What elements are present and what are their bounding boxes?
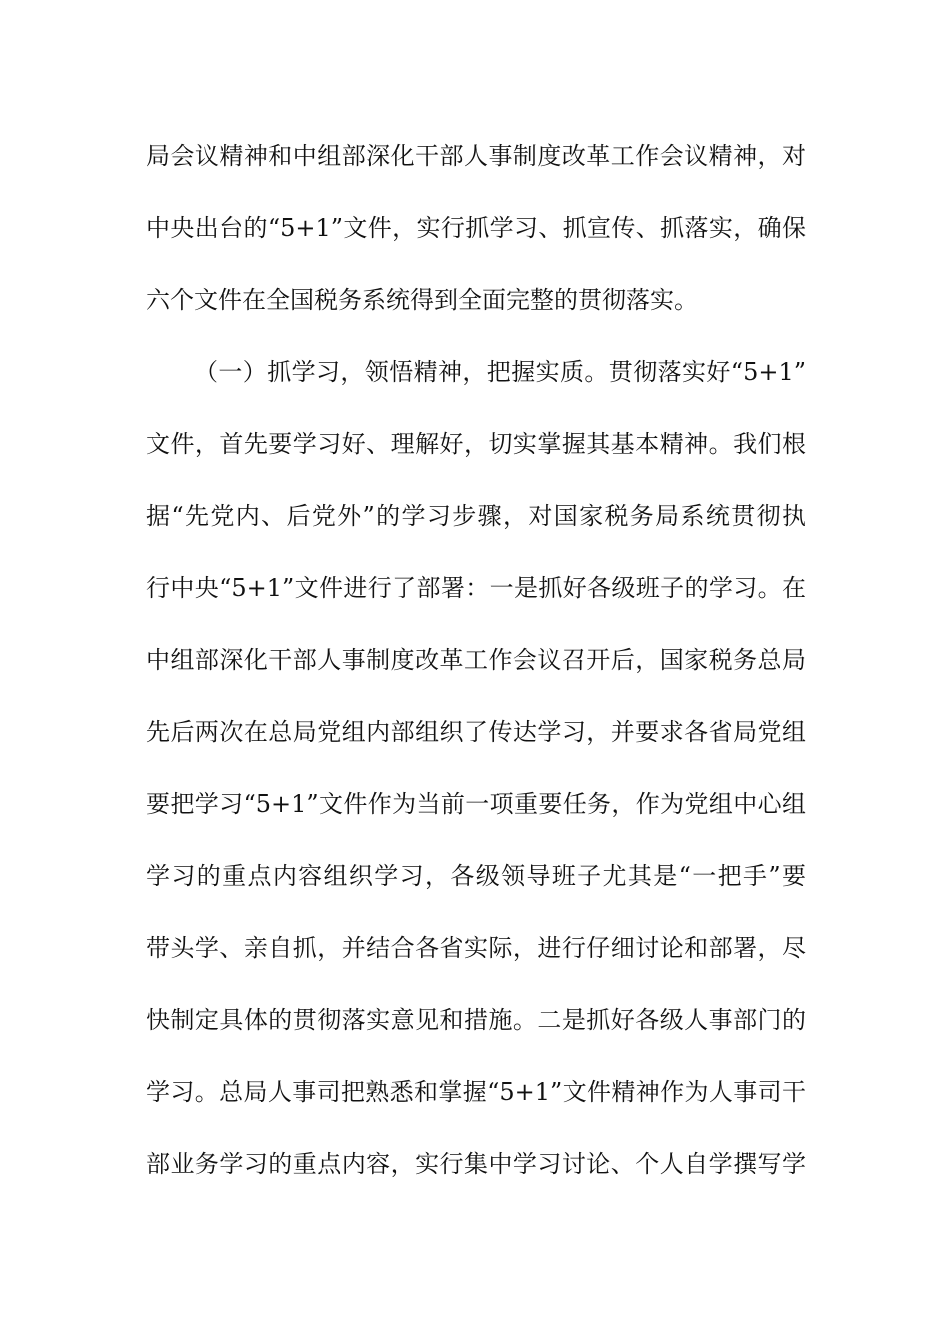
text-line: 六个文件在全国税务系统得到全面完整的贯彻落实。 (146, 286, 698, 314)
text-line: 部业务学习的重点内容，实行集中学习讨论、个人自学撰写学 (146, 1150, 806, 1178)
body-text (146, 128, 806, 1208)
text-line: 中央出台的“5+1”文件，实行抓学习、抓宣传、抓落实，确保 (146, 214, 806, 242)
text-line: 局会议精神和中组部深化干部人事制度改革工作会议精神，对 (146, 142, 806, 170)
text-line: （一）抓学习，领悟精神，把握实质。贯彻落实好“5+1” (194, 358, 806, 386)
text-line: 据“先党内、后党外”的学习步骤，对国家税务局系统贯彻执 (146, 502, 806, 530)
text-line: 中组部深化干部人事制度改革工作会议召开后，国家税务总局 (146, 646, 806, 674)
text-line: 要把学习“5+1”文件作为当前一项重要任务，作为党组中心组 (146, 790, 806, 818)
text-line: 快制定具体的贯彻落实意见和措施。二是抓好各级人事部门的 (146, 1006, 806, 1034)
text-line: 行中央“5+1”文件进行了部署：一是抓好各级班子的学习。在 (146, 574, 806, 602)
text-line: 学习。总局人事司把熟悉和掌握“5+1”文件精神作为人事司干 (146, 1078, 806, 1106)
text-line: 先后两次在总局党组内部组织了传达学习，并要求各省局党组 (146, 718, 806, 746)
text-line: 带头学、亲自抓，并结合各省实际，进行仔细讨论和部署，尽 (146, 934, 806, 962)
text-line: 学习的重点内容组织学习，各级领导班子尤其是“一把手”要 (146, 862, 806, 890)
text-line: 文件，首先要学习好、理解好，切实掌握其基本精神。我们根 (146, 430, 806, 458)
